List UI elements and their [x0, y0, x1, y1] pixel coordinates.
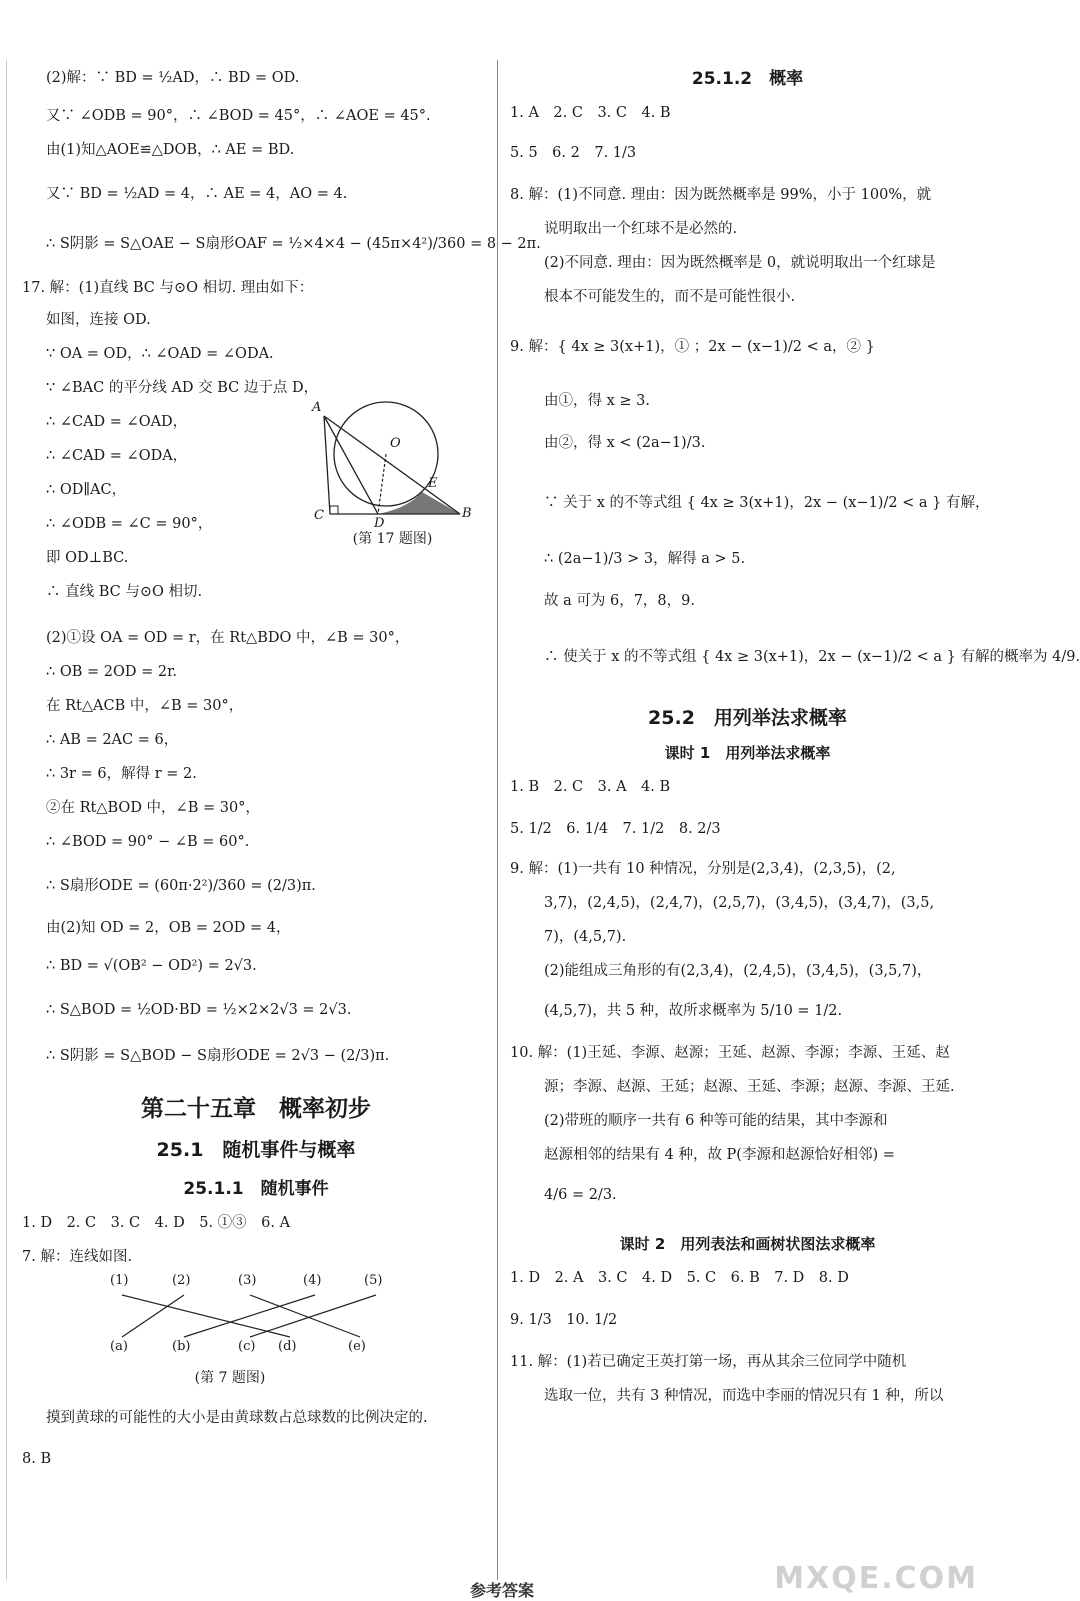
lesson1-q10-line-2: 源；李源、赵源、王延；赵源、王延、李源；赵源、李源、王延.: [544, 1079, 955, 1095]
q17-line-2: ∵ OA = OD，∴ ∠OAD = ∠ODA.: [46, 346, 274, 362]
q16-line-1: (2)解：∵ BD = ½AD，∴ BD = OD.: [46, 70, 300, 86]
q17-block: [22, 298, 490, 628]
q9-line-7: ∴ 使关于 x 的不等式组 { 4x ≥ 3(x+1)，2x − (x−1)/2 < a } 有解的概率为 4/9.: [544, 649, 1080, 665]
fig17-label-o: O: [390, 436, 401, 451]
lesson2-q11-line-2: 选取一位，共有 3 种情况，而选中李丽的情况只有 1 种，所以: [544, 1388, 944, 1404]
q17-part2-line-7: ∴ ∠BOD = 90° − ∠B = 60°.: [46, 834, 250, 850]
q9-line-1: 9. 解：{ 4x ≥ 3(x+1)，① ；2x − (x−1)/2 < a，② }: [510, 339, 875, 355]
answers-25-1-2-fill: 5. 5 6. 2 7. 1/3: [510, 145, 637, 161]
figure-17: [310, 396, 475, 546]
figure-17-diagram: [310, 396, 475, 524]
section-25-1-1-title: 25.1.1 随机事件: [183, 1179, 329, 1199]
fig17-label-e: E: [428, 476, 438, 491]
q16-line-5: ∴ S阴影 = S△OAE − S扇形OAF = ½×4×4 − (45π×4²)/360 = 8 − 2π.: [46, 236, 541, 252]
fig7-bottom-e: (e): [348, 1339, 366, 1354]
q9-line-2: 由①，得 x ≥ 3.: [544, 393, 650, 409]
lesson1-q10-line-5: 4/6 = 2/3.: [544, 1187, 617, 1203]
q8-line-2: 说明取出一个红球不是必然的.: [544, 221, 738, 237]
lesson-1-title: 课时 1 用列举法求概率: [664, 744, 831, 762]
q17-part2-line-1: (2)①设 OA = OD = r，在 Rt△BDO 中，∠B = 30°，: [46, 630, 410, 646]
watermark-logo: MXQE.COM: [774, 1561, 978, 1596]
fig7-top-2: (2): [172, 1273, 191, 1288]
fig7-bottom-a: (a): [110, 1339, 128, 1354]
q17-part2-line-9: 由(2)知 OD = 2，OB = 2OD = 4，: [46, 920, 291, 936]
q17-line-5: ∴ ∠CAD = ∠ODA，: [46, 448, 188, 464]
lesson1-q9-line-2: 3,7)，(2,4,5)，(2,4,7)，(2,5,7)，(3,4,5)，(3,4,7)，(3,5,: [544, 895, 935, 911]
q17-part2-line-4: ∴ AB = 2AC = 6，: [46, 732, 179, 748]
lesson2-q11-line-1: 11. 解：(1)若已确定王英打第一场，再从其余三位同学中随机: [510, 1354, 907, 1370]
fig17-label-a: A: [312, 400, 322, 415]
lesson1-q9-line-4: (2)能组成三角形的有(2,3,4)，(2,4,5)，(3,4,5)，(3,5,7)，: [544, 963, 932, 979]
fig7-top-5: (5): [364, 1273, 383, 1288]
q17-part2-line-3: 在 Rt△ACB 中，∠B = 30°，: [46, 698, 244, 714]
fig7-top-3: (3): [238, 1273, 257, 1288]
lesson1-answers-mc: 1. B 2. C 3. A 4. B: [510, 779, 671, 795]
lesson1-q10-line-3: (2)带班的顺序一共有 6 种等可能的结果，其中李源和: [544, 1113, 888, 1129]
fig17-label-b: B: [462, 506, 472, 521]
lesson2-answers-mc: 1. D 2. A 3. C 4. D 5. C 6. B 7. D 8. D: [510, 1270, 849, 1286]
q16-line-4: 又∵ BD = ½AD = 4，∴ AE = 4，AO = 4.: [46, 186, 348, 202]
fig17-caption: (第 17 题图): [352, 531, 433, 547]
q17-part2-line-11: ∴ S△BOD = ½OD·BD = ½×2×2√3 = 2√3.: [46, 1002, 352, 1018]
q8-line-3: (2)不同意. 理由：因为既然概率是 0，就说明取出一个红球是: [544, 255, 936, 271]
lesson1-q9-line-1: 9. 解：(1)一共有 10 种情况，分别是(2,3,4)，(2,3,5)，(2,: [510, 861, 896, 877]
right-column: [510, 60, 1080, 1406]
lesson-2-title: 课时 2 用列表法和画树状图法求概率: [619, 1235, 876, 1253]
section-25-1-title: 25.1 随机事件与概率: [156, 1139, 356, 1161]
lesson1-q10-line-1: 10. 解：(1)王延、李源、赵源；王延、赵源、李源；李源、王延、赵: [510, 1045, 950, 1061]
section-25-1-2-title: 25.1.2 概率: [691, 69, 804, 89]
q17-line-6: ∴ OD∥AC，: [46, 482, 127, 498]
left-column: [22, 68, 541, 1469]
column-divider: [497, 60, 498, 1580]
fig7-top-1: (1): [110, 1273, 129, 1288]
figure-7: [100, 1273, 430, 1387]
q17-line-1: 如图，连接 OD.: [46, 312, 151, 328]
q17-part2-line-2: ∴ OB = 2OD = 2r.: [46, 664, 178, 680]
answers-25-1-2-mc: 1. A 2. C 3. C 4. B: [510, 105, 671, 121]
q17-part2-line-6: ②在 Rt△BOD 中，∠B = 30°，: [46, 800, 260, 816]
answer-8: 8. B: [22, 1451, 52, 1467]
q7-heading: 7. 解：连线如图.: [22, 1249, 133, 1265]
q8-line-1: 8. 解：(1)不同意. 理由：因为既然概率是 99%，小于 100%，就: [510, 187, 932, 203]
q17-line-7: ∴ ∠ODB = ∠C = 90°，: [46, 516, 213, 532]
q9-line-3: 由②，得 x < (2a−1)/3.: [544, 435, 706, 451]
binding-margin-line: [6, 60, 7, 1580]
lesson1-q10-line-4: 赵源相邻的结果有 4 种，故 P(李源和赵源恰好相邻) =: [544, 1147, 895, 1163]
answers-25-1-1-mc: 1. D 2. C 3. C 4. D 5. ①③ 6. A: [22, 1215, 291, 1231]
fig7-bottom-c: (c): [238, 1339, 256, 1354]
q8-line-4: 根本不可能发生的，而不是可能性很小.: [544, 289, 796, 305]
lesson2-answers-fill: 9. 1/3 10. 1/2: [510, 1312, 618, 1328]
q16-line-2: 又∵ ∠ODB = 90°，∴ ∠BOD = 45°，∴ ∠AOE = 45°.: [46, 108, 431, 124]
fig7-top-4: (4): [303, 1273, 322, 1288]
fig7-caption: (第 7 题图): [194, 1370, 266, 1386]
q17-line-8: 即 OD⊥BC.: [46, 550, 129, 566]
q9-line-6: 故 a 可为 6，7，8，9.: [544, 593, 695, 609]
q17-line-4: ∴ ∠CAD = ∠OAD，: [46, 414, 188, 430]
chapter-title: 第二十五章 概率初步: [141, 1096, 371, 1122]
q17-line-3: ∵ ∠BAC 的平分线 AD 交 BC 边于点 D，: [46, 380, 319, 396]
section-25-2-title: 25.2 用列举法求概率: [648, 707, 847, 729]
fig17-label-c: C: [314, 508, 324, 523]
q17-part2-line-8: ∴ S扇形ODE = (60π·2²)/360 = (2/3)π.: [46, 878, 316, 894]
q17-part2-line-12: ∴ S阴影 = S△BOD − S扇形ODE = 2√3 − (2/3)π.: [46, 1048, 390, 1064]
lesson1-q9-line-5: (4,5,7)，共 5 种，故所求概率为 5/10 = 1/2.: [544, 1003, 843, 1019]
q17-heading: 17. 解：(1)直线 BC 与⊙O 相切. 理由如下：: [22, 280, 314, 296]
fig7-bottom-b: (b): [172, 1339, 191, 1354]
lesson1-answers-fill: 5. 1/2 6. 1/4 7. 1/2 8. 2/3: [510, 821, 721, 837]
q9-line-5: ∴ (2a−1)/3 > 3，解得 a > 5.: [544, 551, 746, 567]
q16-line-3: 由(1)知△AOE≌△DOB，∴ AE = BD.: [46, 142, 295, 158]
fig7-bottom-d: (d): [278, 1339, 297, 1354]
q17-part2-line-10: ∴ BD = √(OB² − OD²) = 2√3.: [46, 958, 257, 974]
fig17-label-d: D: [374, 516, 385, 531]
q9-line-4: ∵ 关于 x 的不等式组 { 4x ≥ 3(x+1)，2x − (x−1)/2 < a } 有解，: [544, 495, 990, 511]
q7-explanation: 摸到黄球的可能性的大小是由黄球数占总球数的比例决定的.: [46, 1410, 428, 1426]
q17-line-9: ∴ 直线 BC 与⊙O 相切.: [46, 584, 203, 600]
q17-part2-line-5: ∴ 3r = 6，解得 r = 2.: [46, 766, 197, 782]
lesson1-q9-line-3: 7)，(4,5,7).: [544, 929, 627, 945]
page-footer: 参考答案: [470, 1581, 535, 1600]
